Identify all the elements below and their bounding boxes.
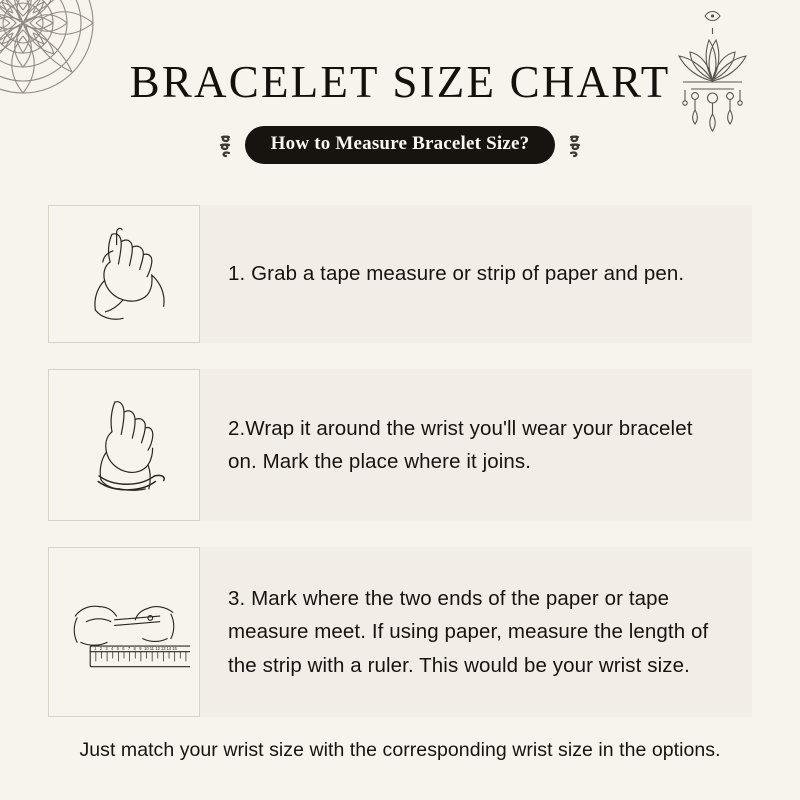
footer-note: Just match your wrist size with the corresponding wrist size in the options. [79, 739, 721, 761]
swirl-flourish-icon [208, 132, 234, 158]
svg-text:6: 6 [122, 646, 125, 652]
svg-text:14: 14 [166, 646, 172, 652]
steps-list [0, 205, 800, 743]
svg-text:13: 13 [160, 646, 166, 652]
hands-measuring-ruler-icon [48, 547, 200, 717]
svg-text:5: 5 [116, 646, 119, 652]
svg-text:10: 10 [144, 646, 149, 652]
subtitle-banner [0, 126, 800, 164]
svg-text:2: 2 [99, 646, 103, 652]
hand-fist-icon [48, 205, 200, 343]
svg-text:1: 1 [94, 646, 97, 652]
svg-text:3: 3 [105, 646, 108, 652]
svg-text:7: 7 [127, 646, 131, 652]
step-row [48, 369, 752, 521]
svg-text:11: 11 [149, 646, 154, 652]
svg-text:8: 8 [133, 646, 136, 652]
swirl-flourish-icon [566, 132, 592, 158]
step-text: 2.Wrap it around the wrist you'll wear your bracelet on. Mark the place where it joins. [228, 416, 693, 473]
step-text: 3. Mark where the two ends of the paper or tape measure meet. If using paper, measure the length of the strip with a ruler. This would be your wrist size. [228, 587, 709, 677]
step-row [48, 205, 752, 343]
step-text: 1. Grab a tape measure or strip of paper and pen. [228, 262, 685, 286]
svg-text:9: 9 [139, 646, 142, 652]
svg-text:15: 15 [172, 646, 177, 652]
svg-text:12: 12 [155, 646, 160, 652]
hand-wrapping-tape-icon [48, 369, 200, 521]
page-title: BRACELET SIZE CHART [129, 57, 671, 107]
step-row [48, 547, 752, 717]
subtitle-pill: How to Measure Bracelet Size? [245, 126, 556, 164]
svg-text:4: 4 [111, 646, 114, 652]
